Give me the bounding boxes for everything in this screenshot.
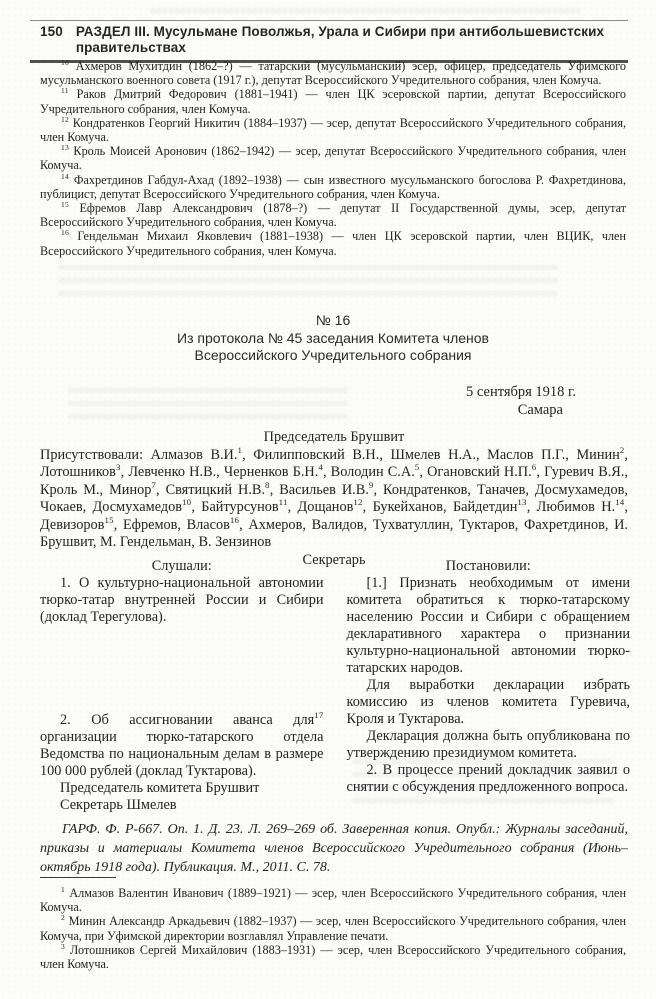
footnote-text: Раков Дмитрий Федорович (1881–1941) — член ЦК эсеровской партии, депутат Всероссийского Учредительного собрания, член Комуча. bbox=[40, 87, 626, 116]
running-header bbox=[30, 20, 628, 63]
column-resolved-header: Постановили: bbox=[445, 558, 531, 574]
footnote-marker: 14 bbox=[61, 171, 69, 181]
footnote-text: Лотошников Сергей Михайлович (1883–1931) — эсер, член Всероссийского Учредительного собрания, член Комуча. bbox=[40, 942, 626, 972]
column-listened bbox=[40, 558, 324, 814]
footnote-text: Ахмеров Мухитдин (1862–?) — татарский (мусульманский) эсер, офицер, председатель Уфимского мусульманского военного совета (1917 г.), депутат Всероссийского Учредительного собрания, член Комуча. bbox=[40, 59, 626, 88]
signature-secretary: Секретарь Шмелев bbox=[60, 797, 177, 813]
column-gap bbox=[40, 626, 324, 712]
footnote bbox=[40, 87, 626, 115]
agenda-item-1: 1. О культурно-национальной автономии тюрко-татар внутренней России и Сибири (доклад Терегулова). bbox=[40, 575, 324, 625]
chairman-line: Председатель Брушвит bbox=[263, 429, 405, 445]
attendees-paragraph: Присутствовали: Алмазов В.И.$^1$, Филипповский В.Н., Шмелев Н.А., Маслов П.Г., Минин$^2$, Лотошников$^3$, Левченко Н.В., Черненков Б.Н.$^4$, Володин С.А.$^5$, Огановский Н.П.$^6$, Гуревич В.Я., Кроль М., Минор$^7$, Святицкий Н.В.$^8$, Васильев И.В.$^9$, Кондратенков, Таначев, Досмухамедов, Чокаев, Досмухамедов$^{10}$, Байтурсунов$^{11}$, Дощанов$^{12}$, Букейханов, Байдетдин$^{13}$, Любимов Н.$^{14}$, Девизоров$^{15}$, Ефремов, Власов$^{16}$, Ахмеров, Валидов, Тухватуллин, Туктаров, Фахретдинов, И. Брушвит, М. Гендельман, В. Зензинов bbox=[40, 444, 628, 550]
footnote-marker: 3 bbox=[61, 941, 65, 951]
footnotes-bottom bbox=[40, 886, 626, 971]
document-body-head bbox=[40, 429, 628, 569]
footnote-text: Кондратенков Георгий Никитич (1884–1937) — эсер, депутат Всероссийского Учредительного собрания, член Комуча. bbox=[40, 115, 626, 145]
footnote-marker: 2 bbox=[61, 913, 65, 923]
footnote-text: Ефремов Лавр Александрович (1878–?) — депутат II Государственной думы, эсер, депутат Всероссийского Учредительного собрания, член Комуча. bbox=[40, 201, 626, 230]
page-number: 150 bbox=[40, 24, 63, 39]
footnote-marker: 13 bbox=[61, 143, 69, 153]
protocol-columns bbox=[40, 558, 630, 814]
footnote-text: Минин Александр Аркадьевич (1882–1937) — эсер, член Всероссийского Учредительного собрания, член Комуча, при Уфимской директории возглавлял Управление печати. bbox=[40, 914, 626, 943]
archival-reference: ГАРФ. Ф. Р-667. Оп. 1. Д. 23. Л. 269–269 об. Заверенная копия. Опубл.: Журналы заседаний, приказы и материалы Комитета членов Всероссийского Учредительного собрания (Июнь–октябрь 1918 года). Публикация. М., 2011. С. 78. bbox=[40, 822, 628, 875]
footnote-text: Фахретдинов Габдул-Ахад (1892–1938) — сын известного мусульманского богослова Р. Фахретдинова, публицист, депутат Всероссийского Учредительного собрания, член Комуча. bbox=[40, 172, 626, 201]
footnote bbox=[40, 886, 626, 914]
footnote-marker: 12 bbox=[61, 114, 69, 124]
signature-chairman: Председатель комитета Брушвит bbox=[60, 780, 260, 796]
document-title-line1: Из протокола № 45 заседания Комитета членов bbox=[177, 329, 489, 346]
footnote-separator bbox=[40, 877, 116, 878]
footnote bbox=[40, 59, 626, 87]
footnote-text: Алмазов Валентин Иванович (1889–1921) — эсер, член Всероссийского Учредительного собрания, член Комуча. bbox=[40, 886, 626, 915]
footnote-text: Кроль Моисей Аронович (1862–1942) — эсер, депутат Всероссийского Учредительного собрания, член Комуча. bbox=[40, 144, 626, 173]
bleed-through-artifact bbox=[68, 385, 348, 421]
footnote bbox=[40, 116, 626, 144]
footnote bbox=[40, 229, 626, 257]
footnote bbox=[40, 201, 626, 229]
document-title-line2: Всероссийского Учредительного собрания bbox=[194, 347, 472, 363]
document-dateline bbox=[466, 383, 576, 419]
footnote bbox=[40, 144, 626, 172]
footnote-text: Гендельман Михаил Яковлевич (1881–1938) — член ЦК эсеровской партии, член ВЦИК, член Всероссийского Учредительного собрания, член Комуча. bbox=[40, 229, 626, 258]
footnote bbox=[40, 173, 626, 201]
secretary-line: Секретарь bbox=[302, 551, 366, 568]
bleed-through-artifact bbox=[150, 5, 580, 17]
column-listened-header: Слушали: bbox=[151, 558, 212, 574]
agenda-item-2: 2. Об ассигновании аванса для$^{17}$ организации тюрко-татарского отдела Ведомства по национальным делам в размере 100 000 рублей (доклад Туктарова). bbox=[40, 710, 324, 779]
section-title: РАЗДЕЛ III. Мусульмане Поволжья, Урала и Сибири при антибольшевистских правительствах bbox=[75, 24, 605, 55]
document-place: Самара bbox=[517, 402, 563, 418]
bleed-through-artifact bbox=[58, 262, 558, 304]
resolution-1-paragraph-1: [1.] Признать необходимым от имени комитета обратиться к тюрко-татарскому населению России и Сибири с обращением декларативного характера о признании культурно-национальной автономии тюрко-татарских народов. bbox=[346, 575, 630, 676]
document-heading bbox=[40, 312, 626, 365]
column-resolved bbox=[347, 558, 631, 814]
footnote-marker: 15 bbox=[61, 199, 69, 209]
footnote-marker: 1 bbox=[61, 884, 65, 894]
document-number: № 16 bbox=[315, 312, 351, 328]
footnotes-top bbox=[40, 59, 626, 258]
document-date: 5 сентября 1918 г. bbox=[466, 384, 576, 400]
footnote bbox=[40, 914, 626, 942]
resolution-1-paragraph-2: Для выработки декларации избрать комиссию из членов комитета Гуревича, Кроля и Туктарова. bbox=[346, 677, 630, 727]
resolution-1-paragraph-3: Декларация должна быть опубликована по утверждению президиумом комитета. bbox=[346, 728, 630, 761]
footnote-marker: 10 bbox=[61, 57, 69, 67]
footnote-marker: 16 bbox=[61, 228, 69, 238]
resolution-2: 2. В процессе прений докладчик заявил о снятии с обсуждения предложенного вопроса. bbox=[346, 762, 630, 795]
footnote bbox=[40, 943, 626, 971]
footnote-marker: 11 bbox=[61, 86, 69, 96]
